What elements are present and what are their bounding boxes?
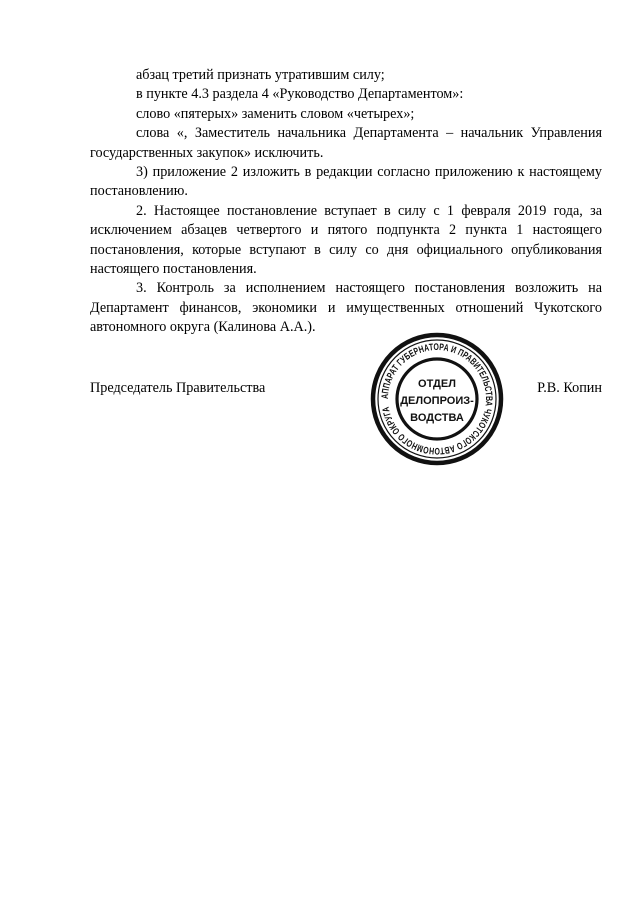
- paragraph-punkt-4-3: в пункте 4.3 раздела 4 «Руководство Департаментом»:: [136, 86, 464, 103]
- paragraph-prilozhenie-2: 3) приложение 2 изложить в редакции согласно приложению к настоящему постановлению.: [90, 164, 602, 200]
- signatory-name: Р.В. Копин: [537, 380, 602, 396]
- svg-text:ВОДСТВА: ВОДСТВА: [410, 412, 464, 424]
- svg-text:ДЕЛОПРОИЗ-: ДЕЛОПРОИЗ-: [400, 395, 474, 407]
- document-body: [90, 66, 602, 338]
- paragraph-vstupaet-v-silu: 2. Настоящее постановление вступает в силу с 1 февраля 2019 года, за исключением абзацев четвертого и пятого подпункта 2 пункта 1 настоящего постановления, которые вступают в силу со дня официального опубликования настоящего постановления.: [90, 202, 602, 278]
- signatory-title: Председатель Правительства: [90, 380, 266, 396]
- official-stamp-seal: [368, 330, 506, 468]
- paragraph-slova-isklyuchit: слова «, Заместитель начальника Департамента – начальник Управления государственных закупок» исключить.: [90, 125, 602, 161]
- paragraph-kontrol: 3. Контроль за исполнением настоящего постановления возложить на Департамент финансов, экономики и имущественных отношений Чукотского автономного округа (Калинова А.А.).: [90, 280, 602, 336]
- svg-text:АППАРАТ ГУБЕРНАТОРА И ПРАВИТЕЛ: АППАРАТ ГУБЕРНАТОРА И ПРАВИТЕЛЬСТВА ЧУКОТСКОГО АВТОНОМНОГО ОКРУГА: [379, 341, 495, 457]
- paragraph-abzac-tretij: абзац третий признать утратившим силу;: [136, 67, 385, 83]
- svg-text:ОТДЕЛ: ОТДЕЛ: [418, 378, 456, 390]
- paragraph-slovo-zamenit: слово «пятерых» заменить словом «четырех»;: [136, 105, 415, 122]
